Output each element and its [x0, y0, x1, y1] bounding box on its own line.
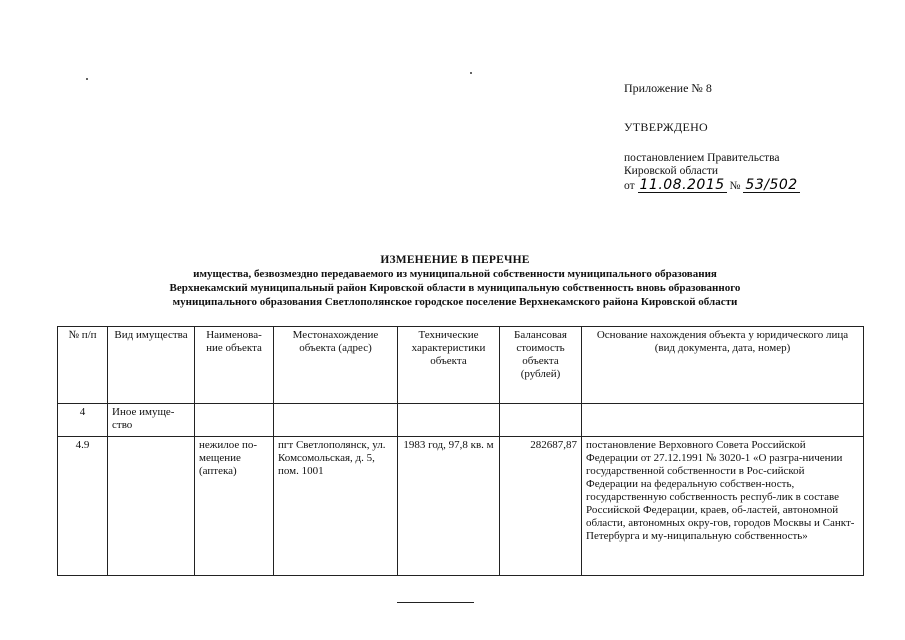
header-property-type: Вид имущества [108, 327, 195, 404]
decree-date-handwritten: 11.08.2015 [639, 177, 725, 193]
header-location: Местонахождение объекта (адрес) [274, 327, 398, 404]
cell-object-name: нежилое по-мещение (аптека) [195, 437, 274, 576]
table-row [58, 437, 864, 576]
header-book-value: Балансовая стоимость объекта (рублей) [500, 327, 582, 404]
decree-from-label: от [624, 180, 635, 192]
scan-speck [86, 78, 88, 80]
cell-property-type [108, 437, 195, 576]
cell-specs: 1983 год, 97,8 кв. м [398, 437, 500, 576]
property-table [57, 326, 864, 576]
cell-property-type: Иное имуще-ство [108, 404, 195, 437]
header-number: № п/п [58, 327, 108, 404]
decree-line-3 [624, 178, 800, 193]
decree-line-1: постановлением Правительства [624, 152, 780, 164]
title-line-2: Верхнекамский муниципальный район Кировской области в муниципальную собственность вновь образованного [169, 282, 741, 294]
cell-number: 4.9 [58, 437, 108, 576]
appendix-label: Приложение № 8 [624, 81, 712, 95]
document-title [120, 253, 790, 309]
cell-location: пгт Светлополянск, ул. Комсомольская, д. 5, пом. 1001 [274, 437, 398, 576]
header-specs: Технические характеристики объекта [398, 327, 500, 404]
cell-empty [500, 404, 582, 437]
decree-reference [624, 152, 800, 193]
cell-empty [195, 404, 274, 437]
decree-number-label: № [729, 180, 741, 192]
title-line-1: имущества, безвозмездно передаваемого из муниципальной собственности муниципального образования [193, 268, 717, 280]
decree-number-handwritten: 53/502 [745, 177, 798, 193]
scan-speck [470, 72, 472, 74]
cell-empty [398, 404, 500, 437]
cell-number: 4 [58, 404, 108, 437]
header-object-name: Наименова-ние объекта [195, 327, 274, 404]
cell-empty [582, 404, 864, 437]
approved-stamp-text: УТВЕРЖДЕНО [624, 120, 709, 134]
cell-book-value: 282687,87 [500, 437, 582, 576]
table-row [58, 404, 864, 437]
footer-separator [397, 602, 474, 603]
cell-empty [274, 404, 398, 437]
cell-basis: постановление Верховного Совета Российской Федерации от 27.12.1991 № 3020-1 «О разгра-ничении государственной собственности в Рос-сийской Федерации на федеральную собствен-ность, государственную собственность респуб-лик в составе Российской Федерации, краев, об-ластей, автономной области, автономных окру-гов, городов Москвы и Санкт-Петербурга и му-ниципальную собственность» [582, 437, 864, 576]
table-header-row [58, 327, 864, 404]
title-line-3: муниципального образования Светлополянское городское поселение Верхнекамского района Кировской области [172, 296, 738, 308]
header-basis: Основание нахождения объекта у юридического лица (вид документа, дата, номер) [582, 327, 864, 404]
decree-line-2: Кировской области [624, 165, 719, 177]
title-main: ИЗМЕНЕНИЕ В ПЕРЕЧНЕ [380, 254, 530, 266]
